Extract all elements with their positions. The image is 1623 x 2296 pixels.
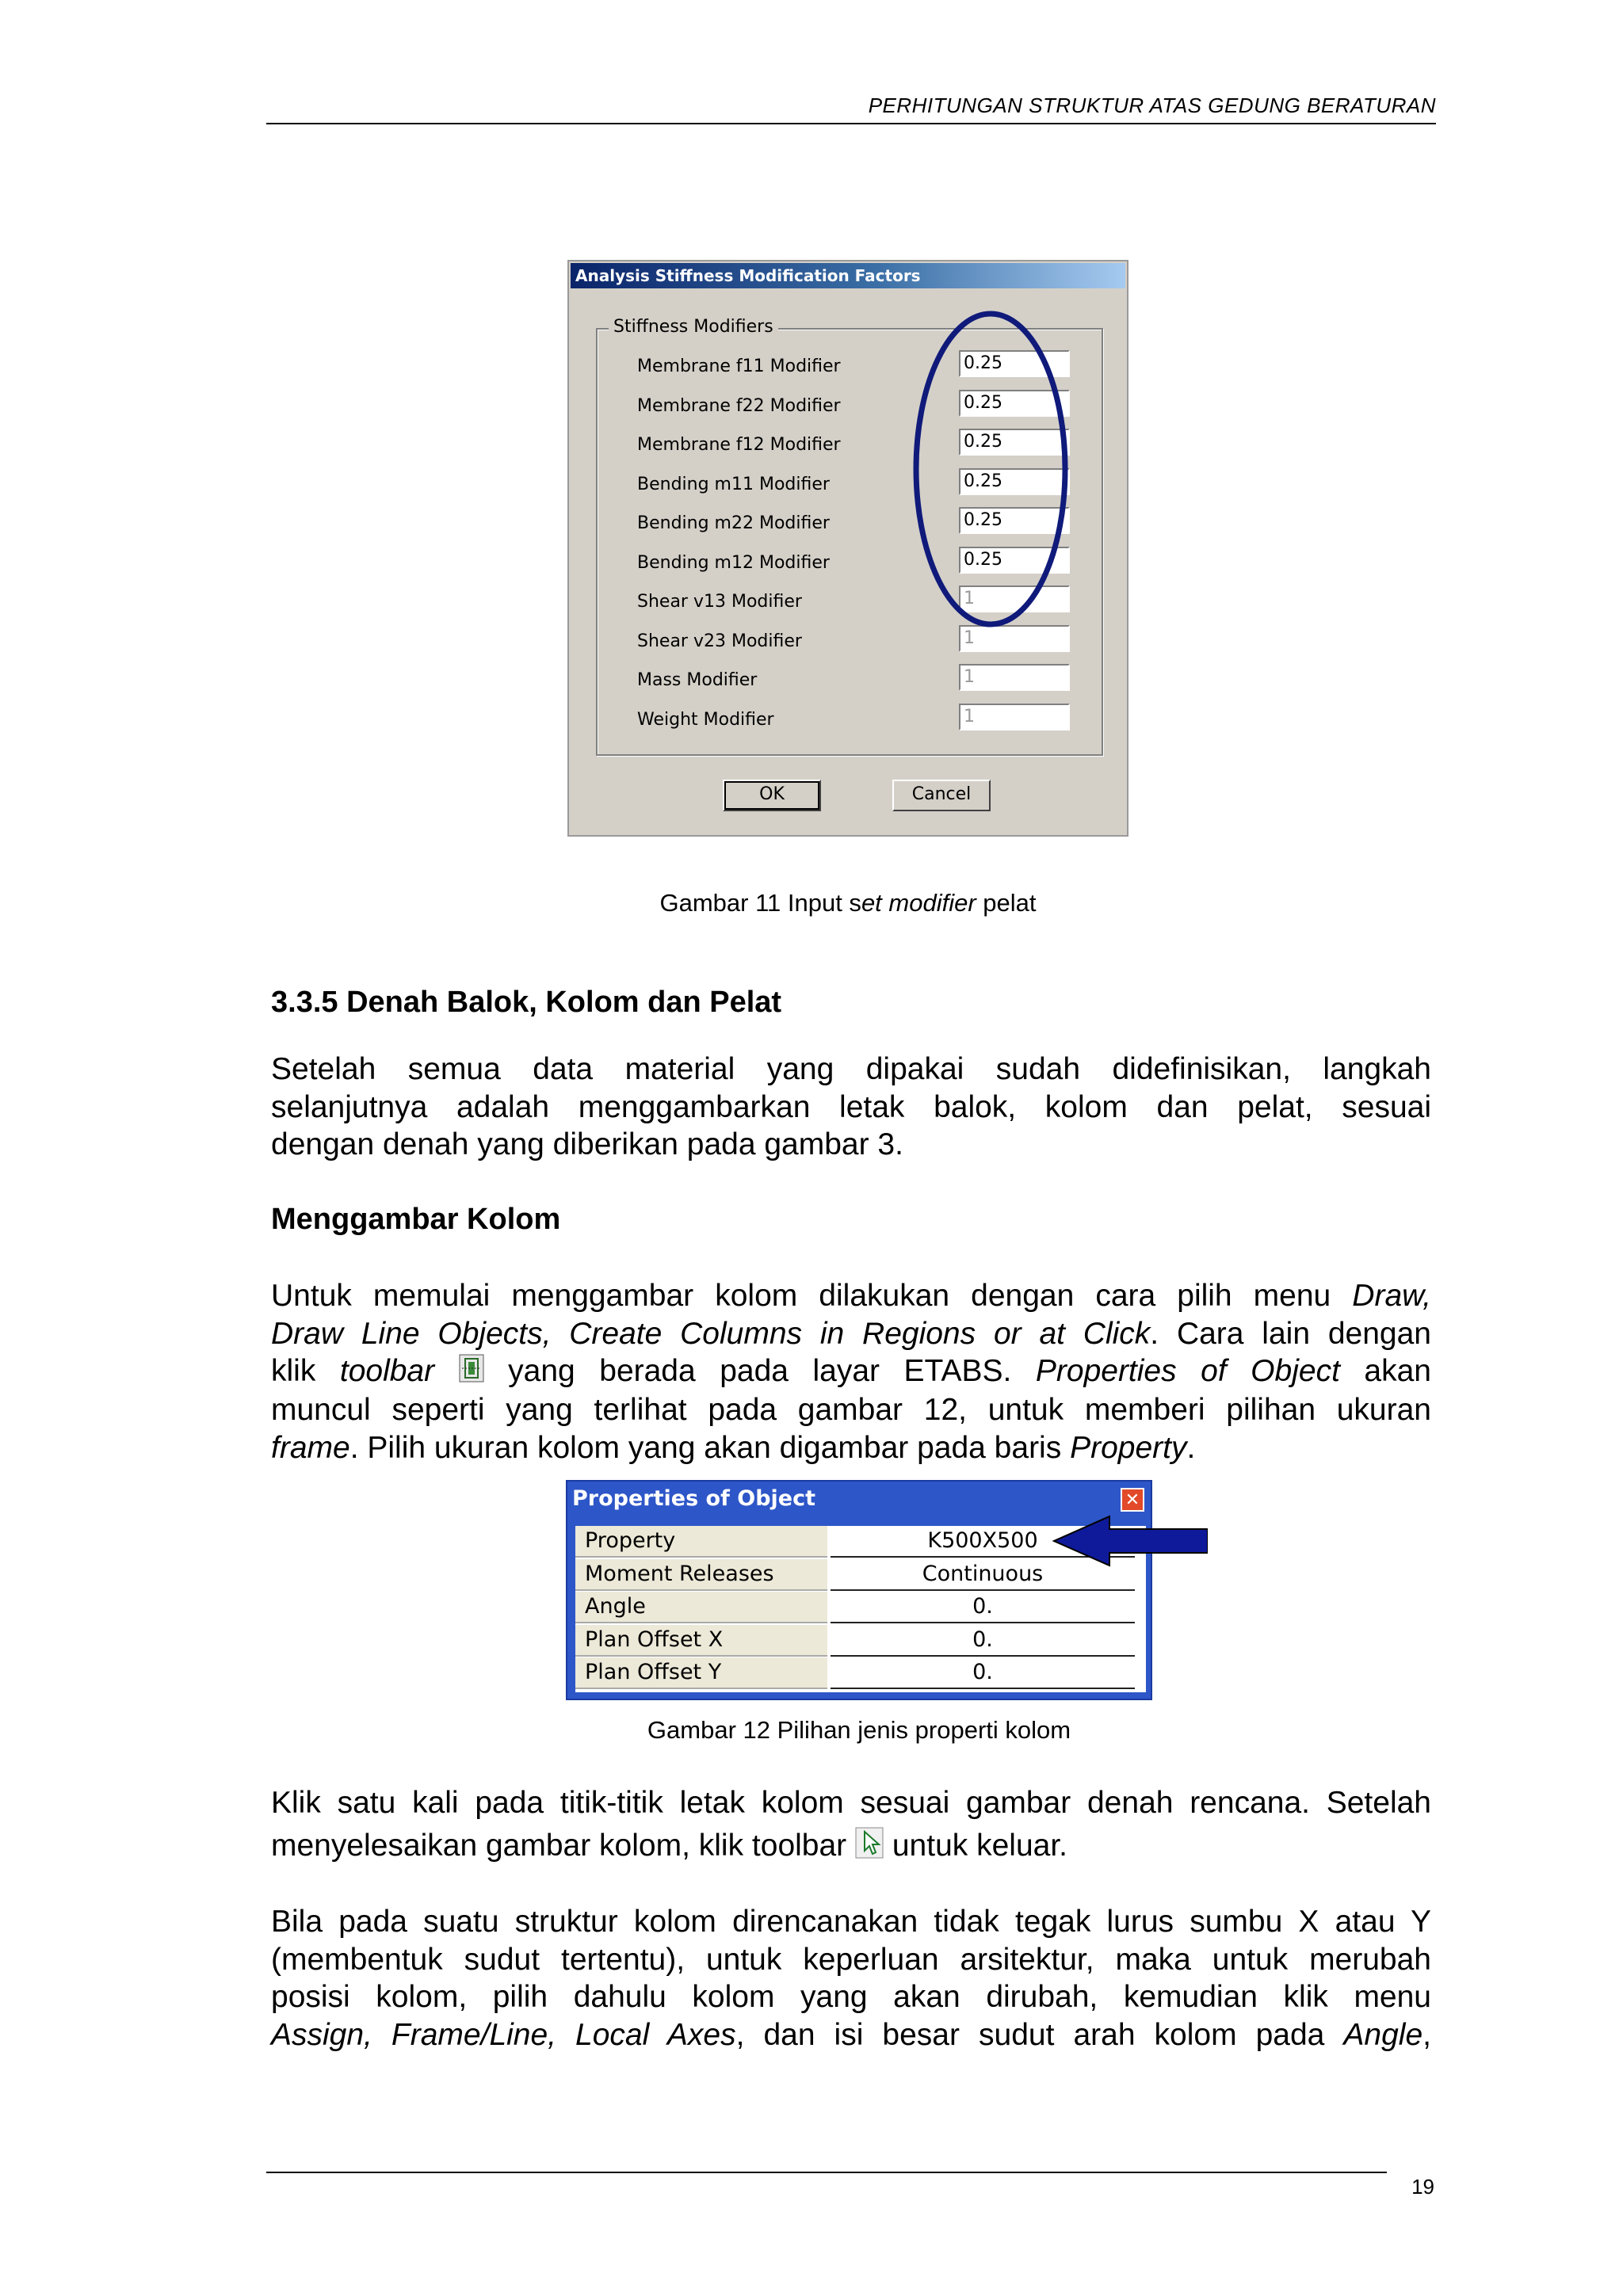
property-row[interactable] [575, 1625, 1146, 1657]
modifier-label: Bending m11 Modifier [637, 474, 830, 494]
running-header: PERHITUNGAN STRUKTUR ATAS GEDUNG BERATURAN [868, 93, 1436, 117]
modifier-input[interactable]: 1 [959, 704, 1070, 730]
header-rule [266, 123, 1436, 124]
dialog-title: Properties of Object [572, 1486, 816, 1511]
modifier-input[interactable]: 0.25 [959, 507, 1070, 534]
paragraph-intro [271, 1051, 1431, 1164]
property-value[interactable]: 0. [831, 1625, 1135, 1657]
paragraph-click-points: Klik satu kali pada titik-titik letak kolom sesuai gambar denah rencana. Setelah menyelesaikan gambar kolom, klik toolbar untuk keluar. [271, 1784, 1431, 1867]
property-key: Plan Offset Y [575, 1657, 827, 1689]
modifier-label: Weight Modifier [637, 709, 774, 730]
paragraph-local-axes: Bila pada suatu struktur kolom direncanakan tidak tegak lurus sumbu X atau Y (membentuk sudut tertentu), untuk keperluan arsitektur, maka untuk merubah posisi kolom, pilih dahulu kolom yang akan dirubah, kemudian klik menu Assign, Frame/Line, Local Axes, dan isi besar sudut arah kolom pada Angle, [271, 1905, 1431, 2052]
para-line: Setelah semua data material yang dipakai sudah didefinisikan, langkah [271, 1052, 1431, 1086]
property-value[interactable]: K500X500 [831, 1526, 1135, 1558]
pointer-select-icon [855, 1827, 884, 1868]
modifier-row [637, 704, 1097, 735]
cancel-button[interactable]: Cancel [892, 780, 991, 811]
modifier-input[interactable]: 0.25 [959, 547, 1070, 574]
page-number: 19 [1411, 2175, 1434, 2199]
modifier-row [637, 664, 1097, 696]
close-icon[interactable]: ✕ [1121, 1488, 1144, 1512]
property-row[interactable] [575, 1592, 1146, 1624]
para-line: selanjutnya adalah menggambarkan letak balok, kolom dan pelat, sesuai [271, 1089, 1431, 1124]
modifier-input[interactable]: 0.25 [959, 350, 1070, 377]
figure-12-caption: Gambar 12 Pilihan jenis properti kolom [647, 1716, 1071, 1744]
figure-11-caption: Gambar 11 Input set modifier pelat [659, 889, 1037, 917]
modifier-input[interactable]: 0.25 [959, 429, 1070, 456]
modifier-label: Membrane f22 Modifier [637, 395, 841, 416]
modifier-label: Bending m22 Modifier [637, 513, 830, 533]
highlight-ellipse [903, 301, 1078, 650]
property-key: Moment Releases [575, 1559, 827, 1591]
modifier-label: Membrane f11 Modifier [637, 357, 841, 376]
dialog-title: Analysis Stiffness Modification Factors [571, 263, 1125, 288]
property-key: Angle [575, 1592, 827, 1623]
modifier-input[interactable]: 1 [959, 664, 1070, 691]
property-row[interactable] [575, 1657, 1146, 1690]
para-line: dengan denah yang diberikan pada gambar 3. [271, 1127, 903, 1161]
section-heading: 3.3.5 Denah Balok, Kolom dan Pelat [271, 986, 782, 1019]
group-label: Stiffness Modifiers [609, 317, 778, 337]
footer-rule [266, 2172, 1387, 2173]
property-value[interactable]: 0. [831, 1592, 1135, 1623]
modifier-label: Mass Modifier [637, 670, 758, 690]
property-key: Plan Offset X [575, 1625, 827, 1657]
modifier-label: Bending m12 Modifier [637, 552, 830, 573]
modifier-input[interactable]: 1 [959, 625, 1070, 652]
modifier-input[interactable]: 0.25 [959, 390, 1070, 417]
modifier-label: Shear v23 Modifier [637, 631, 802, 651]
paragraph-draw-column: Untuk memulai menggambar kolom dilakukan dengan cara pilih menu Draw, Draw Line Objects, Create Columns in Regions or at Click. Cara lain dengan klik toolbar yang berada pada layar ETABS. Properties of Object akan muncul seperti yang terlihat pada gambar 12, untuk memberi pilihan ukuran frame. Pilih ukuran kolom yang akan digambar pada baris Property. [271, 1279, 1431, 1465]
modifier-label: Membrane f12 Modifier [637, 435, 841, 455]
arrow-left-icon [1052, 1515, 1208, 1567]
ok-button[interactable]: OK [723, 780, 821, 811]
property-value[interactable]: 0. [831, 1657, 1135, 1689]
property-value[interactable]: Continuous [831, 1559, 1135, 1591]
modifier-label: Shear v13 Modifier [637, 592, 802, 612]
property-key: Property [575, 1526, 827, 1558]
subheading: Menggambar Kolom [271, 1203, 561, 1236]
modifier-input[interactable]: 0.25 [959, 468, 1070, 495]
modifier-input[interactable]: 1 [959, 585, 1070, 612]
properties-dialog [566, 1480, 1152, 1700]
column-draw-icon [459, 1354, 484, 1392]
